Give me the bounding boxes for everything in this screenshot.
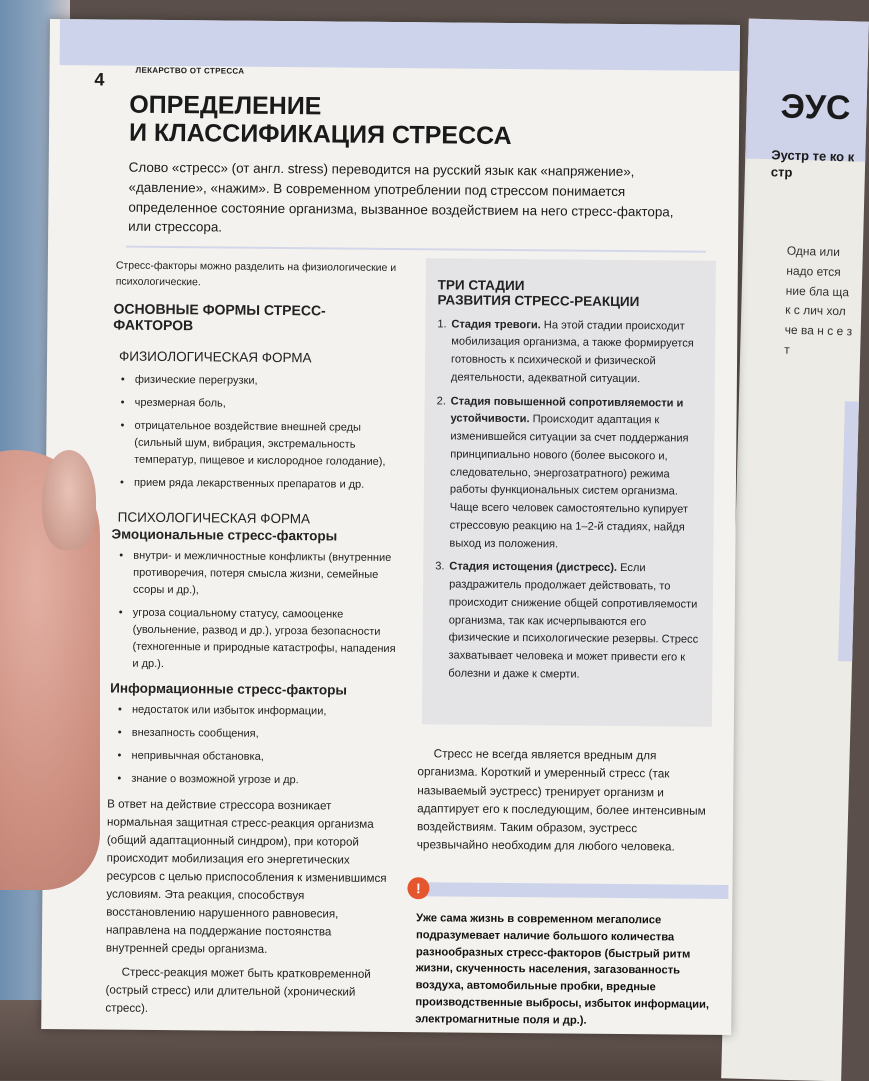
left-column [105, 258, 402, 1026]
eustress-paragraph: Стресс не всегда является вредным для организма. Короткий и умеренный стресс (так называемый эустресс) тренирует организм и адаптирует его к последующим, более интенсивным воздействиям. Таким образом, эустресс чрезвычайно необходим для любого человека. [416, 746, 706, 854]
next-page-sidebar [838, 401, 859, 661]
list-item: • знание о возможной угрозе и др. [107, 771, 397, 791]
stage-number: 2. [436, 395, 447, 408]
forms-heading: ОСНОВНЫЕ ФОРМЫ СТРЕСС-ФАКТОРОВ [113, 300, 326, 333]
stages-box [422, 258, 716, 727]
stage-item [437, 316, 708, 389]
stage-item [435, 393, 706, 555]
list-item: • непривычная обстановка, [108, 748, 398, 768]
phys-list [110, 371, 401, 494]
stage-number: 3. [435, 560, 445, 573]
psych-heading: ПСИХОЛОГИЧЕСКАЯ ФОРМА [117, 509, 311, 527]
header-band [60, 19, 740, 71]
list-item: • чрезмерная боль, [111, 394, 401, 414]
page-number: 4 [94, 69, 105, 90]
stage-number: 1. [437, 318, 447, 331]
warning-band [418, 882, 728, 899]
stage-text: Происходит адаптация к изменившейся ситуации за счет поддержания принципиально нового (более высокого и, следовательно, энергозатратного) режима работы функциональных систем организма. Чаще всего человек самостоятельно купирует стрессовую реакцию на 1–2-й стадиях, найдя выход из положения. [449, 413, 689, 551]
stage-title: Стадия повышенной сопротивляемости и устойчивости. [450, 395, 684, 426]
intro-paragraph: Слово «стресс» (от англ. stress) переводится на русский язык как «напряжение», «давление», «нажим». В современном употреблении под стрессом понимается определенное состояние организма, вызванное воздействием на него стресс-фактора, или стрессора. [128, 159, 674, 235]
next-page-text: Одна или надо ется ние бла ща к с лич хол че ва н с е з т [784, 243, 853, 357]
stages-box-content [434, 278, 708, 691]
list-item: • физические перегрузки, [111, 371, 401, 391]
stage-title: Стадия тревоги. [451, 318, 541, 331]
stages-title-line-2: РАЗВИТИЯ СТРЕСС-РЕАКЦИИ [437, 292, 640, 309]
response-paragraph: В ответ на действие стрессора возникает нормальная защитная стресс-реакция организма (общий адаптационный синдром), при которой происходит мобилизация его энергетических ресурсов с целью приспособления к изменившимся условиям. Эта реакция, способствуя восстановлению нарушенного равновесия, направлена на поддержание постоянства внутренней среды организма. [105, 797, 387, 956]
next-page-title: ЭУС [780, 87, 851, 128]
duration-paragraph: Стресс-реакция может быть кратковременной (острый стресс) или длительной (хронический стресс). [105, 965, 371, 1015]
book-page [41, 19, 740, 1035]
fingernail [42, 450, 96, 550]
next-page-subtitle: Эустр те ко к стр [770, 147, 855, 180]
list-item: • отрицательное воздействие внешней среды (сильный шум, вибрация, экстремальность температур, пищевое и кислородное голодание), [110, 417, 400, 471]
list-item: • угроза социальному статусу, самооценке (увольнение, развод и др.), угроза безопасности (техногенные и природные катастрофы, нападения и др.). [108, 604, 399, 675]
stages-title-line-1: ТРИ СТАДИИ [437, 277, 525, 294]
right-column [417, 744, 710, 856]
title-line-2: И КЛАССИФИКАЦИЯ СТРЕССА [128, 118, 512, 150]
info-heading: Информационные стресс-факторы [110, 680, 348, 698]
next-page [721, 19, 869, 1081]
stage-item [434, 559, 705, 686]
emo-heading: Эмоциональные стресс-факторы [111, 526, 338, 544]
intro-divider [126, 246, 706, 253]
title-line-1: ОПРЕДЕЛЕНИЕ [129, 90, 322, 121]
stage-text: Если раздражитель продолжает действовать, то происходит снижение общей сопротивляемости организма, так как исчерпываются его физические и психологические резервы. Стресс захватывает человека и может привести его к болезни и даже к смерти. [448, 562, 699, 681]
lead-text: Стресс-факторы можно разделить на физиологические и психологические. [115, 259, 397, 289]
running-title: ЛЕКАРСТВО ОТ СТРЕССА [135, 65, 245, 76]
emo-list [108, 547, 399, 675]
list-item: • внутри- и межличностные конфликты (внутренние противоречия, потеря смысла жизни, семейные ссоры и др.), [109, 547, 399, 601]
page-title [129, 92, 649, 152]
stage-text: На этой стадии происходит мобилизация организма, а также формируется готовность к психической и физической деятельности, адекватной ситуации. [450, 318, 694, 386]
stages-title [438, 278, 708, 310]
list-item: • недостаток или избыток информации, [108, 702, 398, 722]
stage-title: Стадия истощения (дистресс). [449, 560, 618, 575]
warning-text: Уже сама жизнь в современном мегаполисе подразумевает наличие большого количества разнообразных стресс-факторов (быстрый ритм жизни, скученность населения, загазованность воздуха, автомобильные пробки, вредные производственные выбросы, избыток информации, электромагнитные поля и др.). [415, 912, 710, 1027]
list-item: • внезапность сообщения, [108, 725, 398, 745]
list-item: • прием ряда лекарственных препаратов и др. [110, 474, 400, 494]
info-list [107, 702, 398, 791]
warning-icon: ! [407, 877, 429, 899]
stages-list [434, 316, 707, 685]
phys-heading: ФИЗИОЛОГИЧЕСКАЯ ФОРМА [119, 348, 312, 365]
